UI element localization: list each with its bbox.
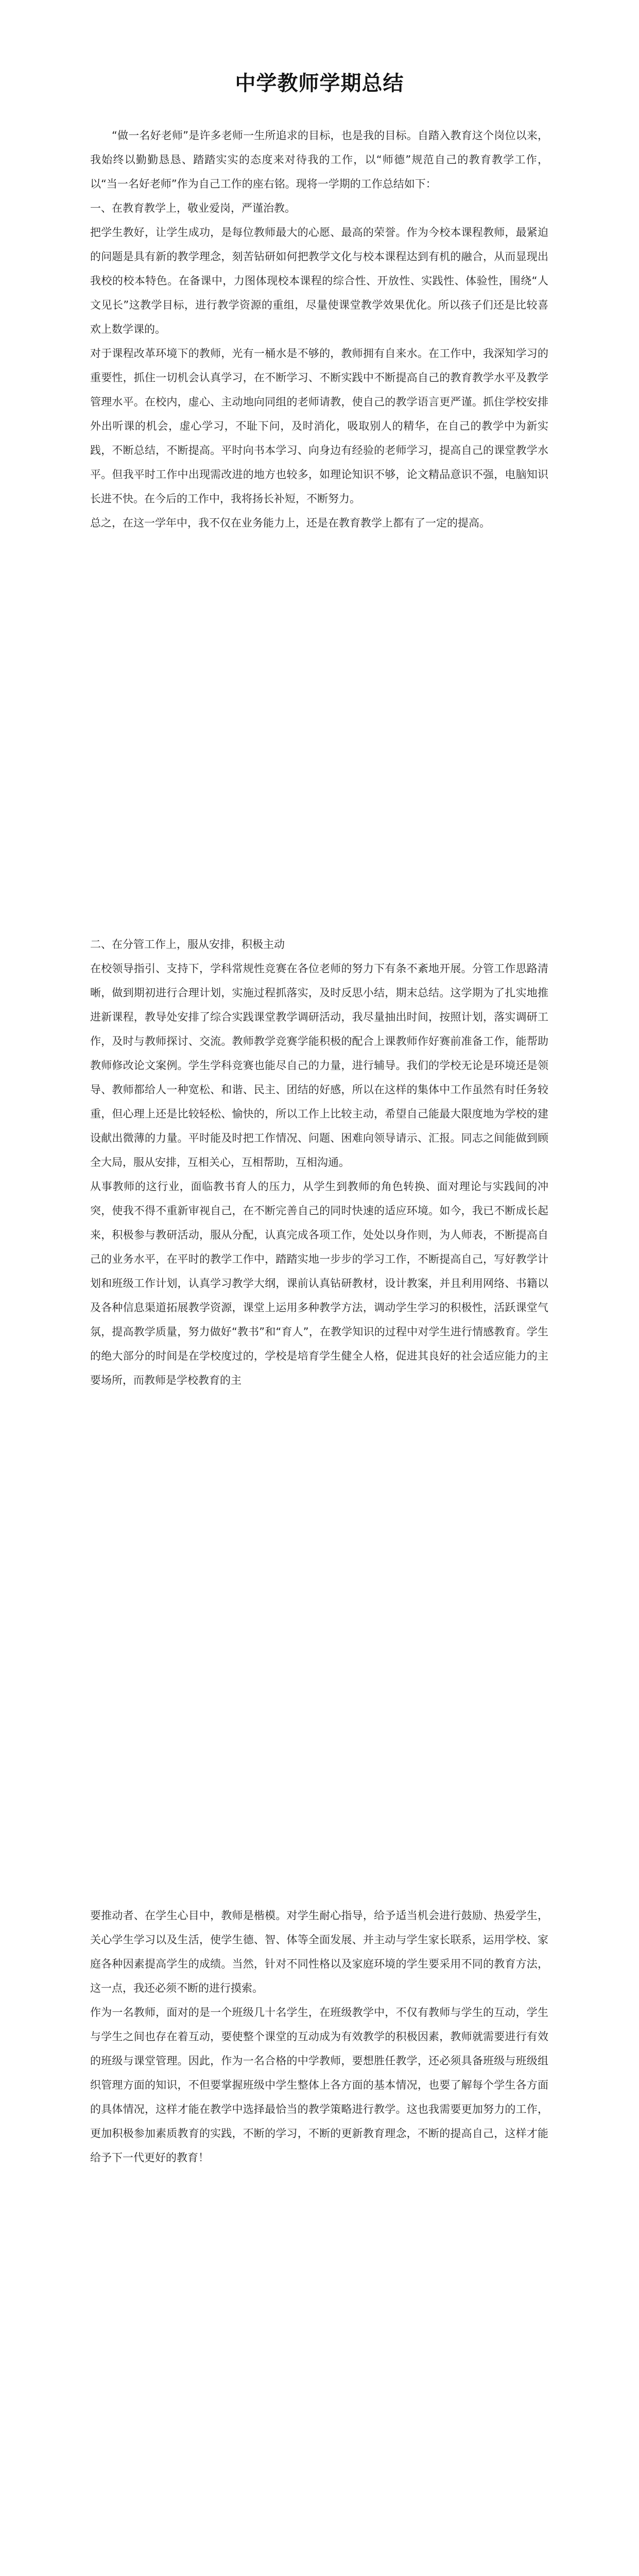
body-paragraph: 要推动者、在学生心目中，教师是楷模。对学生耐心指导，给予适当机会进行鼓励、热爱学生，关心学生学习以及生活，使学生德、智、体等全面发展、并主动与学生家长联系，运用学校、家庭各种因素提高学生的成绩。当然，针对不同性格以及家庭环境的学生要采用不同的教育方法，这一点，我还必须不断的进行摸索。: [90, 1909, 548, 1994]
body-paragraph: 作为一名教师，面对的是一个班级几十名学生，在班级教学中，不仅有教师与学生的互动，学生与学生之间也存在着互动，要使整个课堂的互动成为有效教学的积极因素，教师就需要进行有效的班级与课堂管理。因此，作为一名合格的中学教师，要想胜任教学，还必须具备班级与班级组织管理方面的知识，不但要掌握班级中学生整体上各方面的基本情况，也要了解每个学生各方面的具体情况，这样才能在教学中选择最恰当的教学策略进行教学。这也我需要更加努力的工作，更加积极参加素质教育的实践，不断的学习，不断的更新教育理念，不断的提高自己，这样才能给予下一代更好的教育！: [90, 2006, 548, 2164]
document-title: 中学教师学期总结: [235, 71, 404, 95]
body-paragraph: 从事教师的这行业，面临教书育人的压力，从学生到教师的角色转换、面对理论与实践间的冲突，使我不得不重新审视自己，在不断完善自己的同时快速的适应环境。如今，我已不断成长起来，积极参与教研活动，服从分配，认真完成各项工作，处处以身作则，为人师表，不断提高自己的业务水平，在平时的教学工作中，踏踏实地一步步的学习工作，不断提高自己，写好教学计划和班级工作计划，认真学习教学大纲，课前认真钻研教材，设计教案，并且利用网络、书籍以及各种信息渠道拓展教学资源，课堂上运用多种教学方法，调动学生学习的积极性，活跃课堂气氛，提高教学质量，努力做好“教书”和“育人”，在教学知识的过程中对学生进行情感教育。学生的绝大部分的时间是在学校度过的，学校是培育学生健全人格，促进其良好的社会适应能力的主要场所，而教师是学校教育的主: [90, 1180, 548, 1386]
intro-paragraph: “做一名好老师”是许多老师一生所追求的目标，也是我的目标。自踏入教育这个岗位以来，我始终以勤勤恳恳、踏踏实实的态度来对待我的工作，以“师德”规范自己的教育教学工作，以“当一名好老师”作为自己工作的座右铭。现将一学期的工作总结如下：: [90, 129, 548, 190]
body-paragraph: 总之，在这一学年中，我不仅在业务能力上，还是在教育教学上都有了一定的提高。: [90, 517, 490, 529]
page-2-body: [90, 933, 548, 1393]
body-paragraph: 在校领导指引、支持下，学科常规性竞赛在各位老师的努力下有条不紊地开展。分管工作思路清晰，做到期初进行合理计划，实施过程抓落实，及时反思小结，期末总结。这学期为了扎实地推进新课程，教导处安排了综合实践课堂教学调研活动，我尽量抽出时间，按照计划，落实调研工作，及时与教师探讨、交流。教师教学竞赛学能积极的配合上课教师作好赛前准备工作，能帮助教师修改论文案例。学生学科竞赛也能尽自己的力量，进行辅导。我们的学校无论是环境还是领导、教师都给人一种宽松、和谐、民主、团结的好感，所以在这样的集体中工作虽然有时任务较重，但心理上还是比较轻松、愉快的，所以工作上比较主动，希望自己能最大限度地为学校的建设献出微薄的力量。平时能及时把工作情况、问题、困难向领导请示、汇报。同志之间能做到顾全大局，服从安排，互相关心，互相帮助，互相沟通。: [90, 962, 548, 1168]
body-paragraph: 把学生教好，让学生成功，是每位教师最大的心愿、最高的荣誉。作为今校本课程教师，最紧迫的问题是具有新的教学理念，刻苦钻研如何把教学文化与校本课程达到有机的融合，从而显现出我校的校本特色。在备课中，力图体现校本课程的综合性、开放性、实践性、体验性，围绕“人文见长”这教学目标，进行教学资源的重组，尽量使课堂教学效果优化。所以孩子们还是比较喜欢上数学课的。: [90, 226, 548, 335]
body-paragraph: 对于课程改革环境下的教师，光有一桶水是不够的，教师拥有自来水。在工作中，我深知学习的重要性，抓住一切机会认真学习，在不断学习、不断实践中不断提高自己的教育教学水平及教学管理水平。在校内，虚心、主动地向同组的老师请教，使自己的教学语言更严谨。抓住学校安排外出听课的机会，虚心学习，不耻下问，及时消化，吸取别人的精华，在自己的教学中为新实践，不断总结，不断提高。平时向书本学习、向身边有经验的老师学习，提高自己的课堂教学水平。但我平时工作中出现需改进的地方也较多，如理论知识不够，论文精品意识不强，电脑知识长进不快。在今后的工作中，我将扬长补短，不断努力。: [90, 347, 548, 505]
page-1-body: [90, 124, 548, 535]
section-1-heading: 一、在教育教学上，敬业爱岗，严谨治教。: [90, 202, 296, 214]
section-2-heading: 二、在分管工作上，服从安排，积极主动: [90, 938, 285, 951]
page-3-body: [90, 1904, 548, 2170]
